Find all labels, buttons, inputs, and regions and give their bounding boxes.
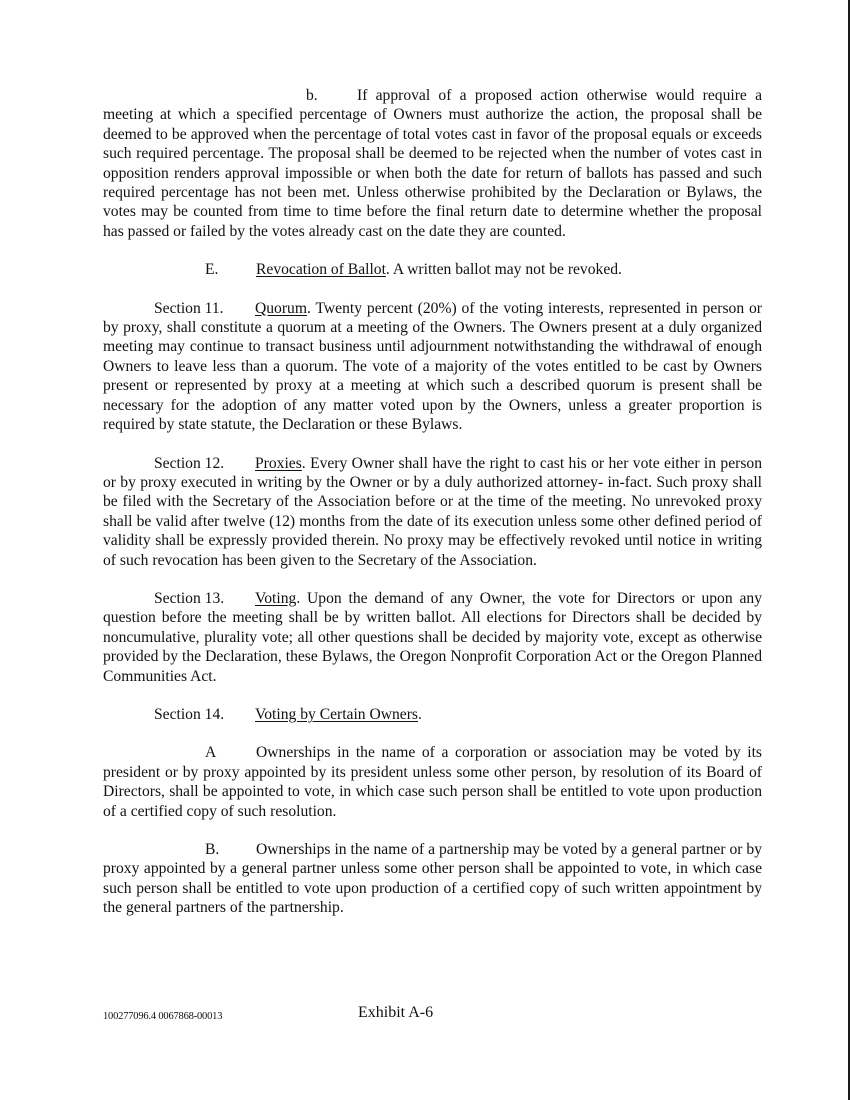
subsection-b2-text: Ownerships in the name of a partnership may be voted by a general partner or by proxy appointed by a general partner unless some other person shall be appointed to vote, in which case such person shall be entitled to vote upon production of a certified copy of such written appointment by the general partners of the partnership. xyxy=(103,841,762,917)
document-body xyxy=(103,86,762,937)
exhibit-label: Exhibit A-6 xyxy=(358,1004,434,1021)
section-12-label: Section 12. xyxy=(154,454,225,472)
section-12-text: . Every Owner shall have the right to cast his or her vote either in person or by proxy executed in writing by the Owner or by a duly authorized attorney- in-fact. Such proxy shall be filed with the Secretary of the Association before or at the time of the meeting. No unrevoked proxy shall be valid after twelve (12) months from the date of its execution unless some other defined period of validity shall be expressly provided therein. No proxy may be effectively revoked until notice in writing of such revocation has been given to the Secretary of the Association. xyxy=(103,454,762,569)
subsection-b xyxy=(103,86,762,241)
section-12-heading: Proxies xyxy=(255,454,302,472)
subsection-a xyxy=(103,743,762,821)
section-12 xyxy=(103,454,762,570)
subsection-b2-label: B. xyxy=(205,841,220,858)
document-id: 100277096.4 0067868-00013 xyxy=(103,1011,223,1022)
subsection-e-text: . A written ballot may not be revoked. xyxy=(385,261,622,279)
subsection-a-label: A xyxy=(205,744,217,762)
section-11-heading: Quorum xyxy=(255,299,307,317)
section-13-text: . Upon the demand of any Owner, the vote for Directors or upon any question before the meeting shall be by written ballot. All elections for Directors shall be decided by noncumulative, plurality vote; all other questions shall be decided by majority vote, except as otherwise provided by the Declaration, these Bylaws, the Oregon Nonprofit Corporation Act or the Oregon Planned Communities Act. xyxy=(103,589,762,685)
section-14-label: Section 14. xyxy=(154,705,225,723)
section-14-text: . xyxy=(418,705,422,723)
subsection-e-heading: Revocation of Ballot xyxy=(256,261,386,279)
section-13-heading: Voting xyxy=(255,589,297,607)
subsection-e xyxy=(103,260,762,279)
subsection-b-text: If approval of a proposed action otherwise would require a meeting at which a specified percentage of Owners must authorize the action, the proposal shall be deemed to be approved when the percentage of total votes cast in favor of the proposal equals or exceeds such required percentage. The proposal shall be deemed to be rejected when the number of votes cast in opposition renders approval impossible or when both the date for return of ballots has passed and such required percentage has not been met. Unless otherwise prohibited by the Declaration or Bylaws, the votes may be counted from time to time before the final return date to determine whether the proposal has passed or failed by the votes already cast on the date they are counted. xyxy=(103,87,762,240)
subsection-e-label: E. xyxy=(205,261,219,279)
page-footer xyxy=(103,1003,762,1023)
section-13 xyxy=(103,589,762,686)
section-11-text: . Twenty percent (20%) of the voting interests, represented in person or by proxy, shall constitute a quorum at a meeting of the Owners. The Owners present at a duly organized meeting may continue to transact business until adjournment notwithstanding the withdrawal of enough Owners to leave less than a quorum. The vote of a majority of the votes entitled to be cast by Owners present or represented by proxy at a meeting at which such a described quorum is present shall be necessary for the adoption of any matter voted upon by the Owners, unless a greater proportion is required by state statute, the Declaration or these Bylaws. xyxy=(103,299,762,434)
subsection-b2 xyxy=(103,840,762,918)
section-14-heading: Voting by Certain Owners xyxy=(255,705,418,723)
section-13-label: Section 13. xyxy=(154,589,225,607)
section-11 xyxy=(103,299,762,435)
section-11-label: Section 11. xyxy=(154,299,224,317)
section-14 xyxy=(103,705,762,724)
subsection-a-text: Ownerships in the name of a corporation or association may be voted by its president or by proxy appointed by its president unless some other person, by resolution of its Board of Directors, shall be appointed to vote, in which case such person shall be entitled to vote upon production of a certified copy of such resolution. xyxy=(103,744,762,820)
subsection-b-label: b. xyxy=(306,87,318,104)
